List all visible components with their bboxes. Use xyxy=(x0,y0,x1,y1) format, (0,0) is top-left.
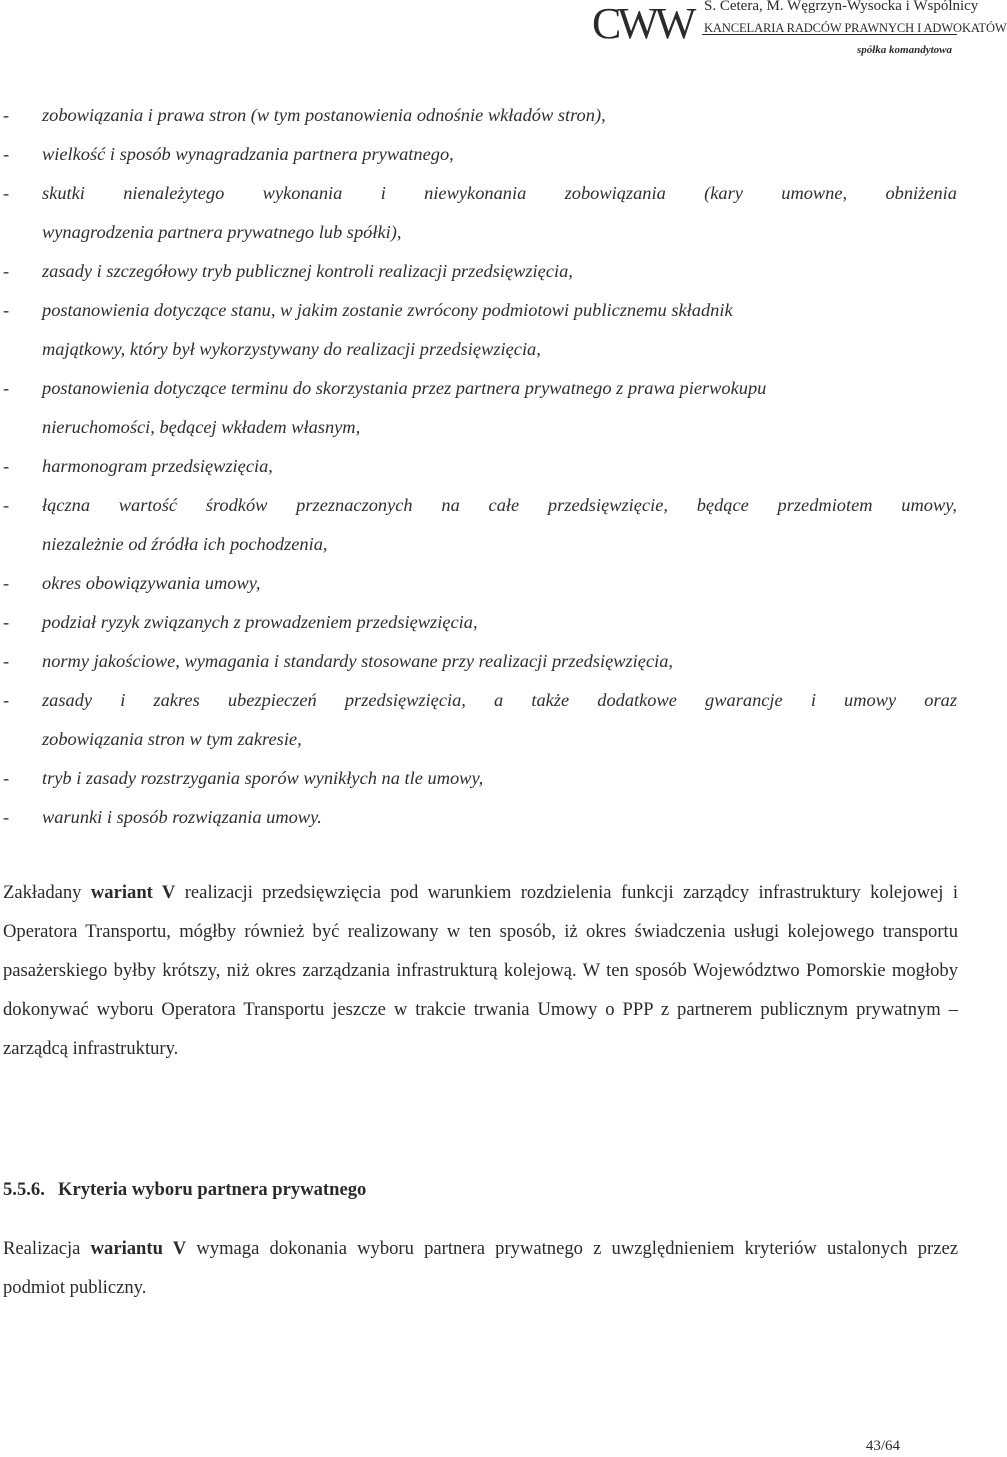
list-item-text: harmonogram przedsięwzięcia, xyxy=(42,456,273,476)
paragraph-text: Realizacja xyxy=(3,1238,91,1259)
list-item xyxy=(0,603,960,642)
list-item xyxy=(0,486,960,564)
list-item xyxy=(0,96,960,135)
list-dash: - xyxy=(3,261,10,281)
list-dash: - xyxy=(3,105,10,125)
paragraph-text: realizacji przedsięwzięcia pod warunkiem rozdzielenia funkcji zarządcy infrastruktury kolejowej i Operatora Transportu, mógłby również być realizowany w ten sposób, iż okres świadczenia usługi kolejowego transportu pasażerskiego byłby krótszy, niż okres zarządzania infrastrukturą kolejową. W ten sposób Województwo Pomorskie mogłoby dokonywać wyboru Operatora Transportu jeszcze w trakcie trwania Umowy o PPP z partnerem publicznym prywatnym – zarządcą infrastruktury. xyxy=(3,882,958,1059)
page-number: 43/64 xyxy=(865,1438,900,1454)
contract-provisions-list xyxy=(0,96,960,837)
list-item-text: wielkość i sposób wynagradzania partnera prywatnego, xyxy=(42,144,454,164)
list-item xyxy=(0,135,960,174)
list-dash: - xyxy=(3,612,10,632)
list-dash: - xyxy=(3,378,10,398)
list-item-text: normy jakościowe, wymagania i standardy stosowane przy realizacji przedsięwzięcia, xyxy=(42,651,674,671)
list-item xyxy=(0,369,960,447)
paragraph-text: Zakładany xyxy=(3,882,91,903)
list-item-text: tryb i zasady rozstrzygania sporów wynikłych na tle umowy, xyxy=(42,768,484,788)
list-item-text: zasady i zakres ubezpieczeń przedsięwzięcia, a także dodatkowe gwarancje i umowy oraz xyxy=(42,690,957,710)
firm-form: spółka komandytowa xyxy=(856,44,952,56)
list-item-text: łączna wartość środków przeznaczonych na całe przedsięwzięcie, będące przedmiotem umowy, xyxy=(42,495,957,515)
firm-name: S. Cetera, M. Węgrzyn-Wysocka i Wspólnicy xyxy=(704,0,979,14)
list-item-text: postanowienia dotyczące stanu, w jakim zostanie zwrócony podmiotowi publicznemu składnik xyxy=(42,300,733,320)
list-dash: - xyxy=(3,573,10,593)
list-item-continuation: zobowiązania stron w tym zakresie, xyxy=(42,729,302,749)
list-item xyxy=(0,447,960,486)
list-item-text: zasady i szczegółowy tryb publicznej kontroli realizacji przedsięwzięcia, xyxy=(42,261,573,281)
list-item-continuation: wynagrodzenia partnera prywatnego lub spółki), xyxy=(42,222,402,242)
paragraph-selection xyxy=(3,1229,958,1307)
list-dash: - xyxy=(3,300,10,320)
firm-type: KANCELARIA RADCÓW PRAWNYCH I ADWOKATÓW xyxy=(704,21,1007,35)
paragraph-text: wymaga dokonania wyboru partnera prywatnego z uwzględnieniem kryteriów ustalonych przez podmiot publiczny. xyxy=(3,1238,958,1298)
list-item-continuation: majątkowy, który był wykorzystywany do realizacji przedsięwzięcia, xyxy=(42,339,541,359)
paragraph-bold: wariant V xyxy=(90,882,176,903)
list-item xyxy=(0,759,960,798)
list-dash: - xyxy=(3,144,10,164)
letterhead xyxy=(590,0,1007,58)
list-item-text: postanowienia dotyczące terminu do skorzystania przez partnera prywatnego z prawa pierwokupu xyxy=(42,378,767,398)
list-item-text: skutki nienależytego wykonania i niewykonania zobowiązania (kary umowne, obniżenia xyxy=(42,183,957,203)
list-item xyxy=(0,174,960,252)
paragraph-bold: wariantu V xyxy=(90,1238,187,1259)
list-dash: - xyxy=(3,495,10,515)
list-dash: - xyxy=(3,768,10,788)
list-item-text: okres obowiązywania umowy, xyxy=(42,573,261,593)
list-item xyxy=(0,252,960,291)
list-item-continuation: niezależnie od źródła ich pochodzenia, xyxy=(42,534,328,554)
cww-logo xyxy=(590,0,702,48)
section-heading xyxy=(3,1170,366,1209)
list-item-text: zobowiązania i prawa stron (w tym postanowienia odnośnie wkładów stron), xyxy=(42,105,606,125)
list-item-continuation: nieruchomości, będącej wkładem własnym, xyxy=(42,417,361,437)
list-item xyxy=(0,642,960,681)
list-item xyxy=(0,798,960,837)
list-item xyxy=(0,564,960,603)
list-item-text: warunki i sposób rozwiązania umowy. xyxy=(42,807,322,827)
section-number: 5.5.6. xyxy=(3,1179,45,1200)
list-item-text: podział ryzyk związanych z prowadzeniem przedsięwzięcia, xyxy=(42,612,478,632)
list-item xyxy=(0,681,960,759)
list-dash: - xyxy=(3,456,10,476)
list-dash: - xyxy=(3,183,10,203)
paragraph-variant-v xyxy=(3,873,958,1068)
list-dash: - xyxy=(3,651,10,671)
list-dash: - xyxy=(3,690,10,710)
list-dash: - xyxy=(3,807,10,827)
section-title: Kryteria wyboru partnera prywatnego xyxy=(58,1179,367,1200)
list-item xyxy=(0,291,960,369)
firm-info xyxy=(704,0,1007,57)
logo-letters: CWW xyxy=(592,0,693,48)
